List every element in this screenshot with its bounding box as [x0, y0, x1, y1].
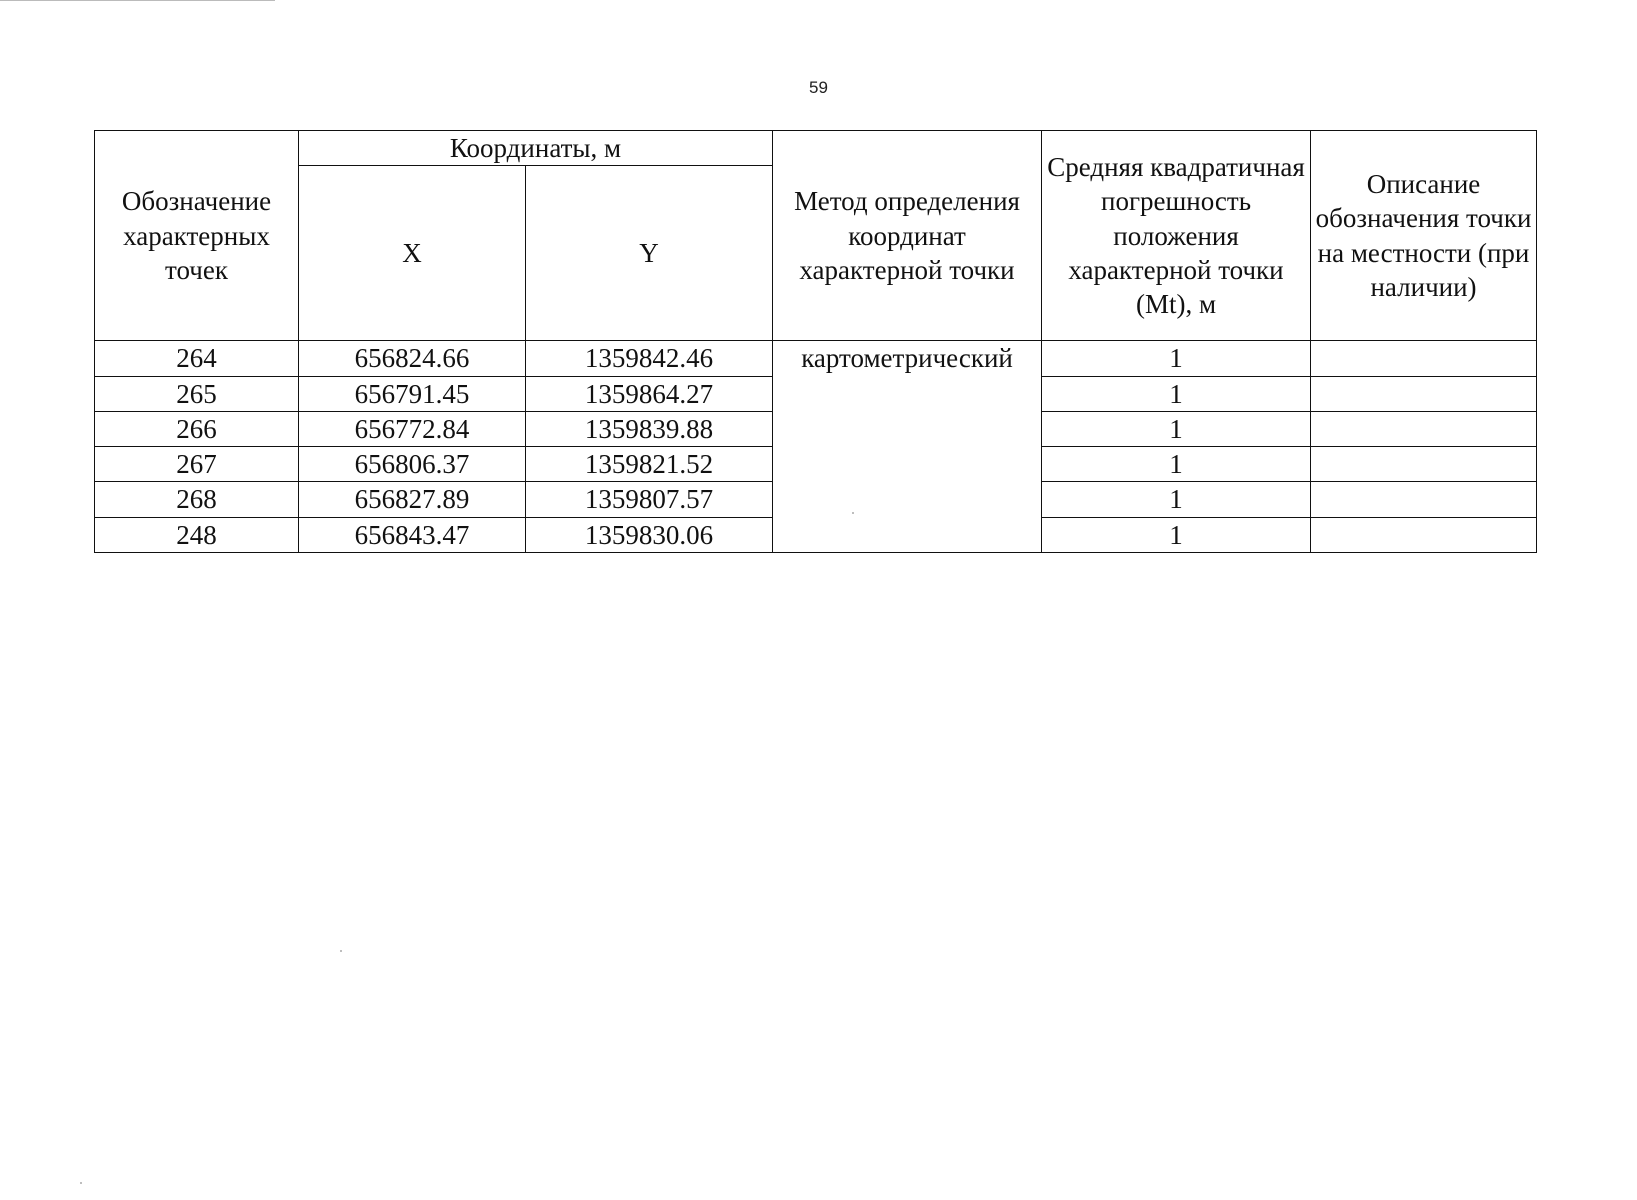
cell-error: 1 [1042, 517, 1311, 552]
page-number: 59 [809, 78, 828, 97]
cell-description [1311, 517, 1537, 552]
cell-y: 1359830.06 [526, 517, 773, 552]
header-x: X [299, 166, 526, 341]
cell-y: 1359864.27 [526, 376, 773, 411]
cell-error: 1 [1042, 376, 1311, 411]
cell-y: 1359842.46 [526, 341, 773, 376]
cell-x: 656772.84 [299, 411, 526, 446]
header-description: Описание обозначения точки на местности (при наличии) [1311, 131, 1537, 341]
cell-point: 266 [95, 411, 299, 446]
scan-edge-line [0, 0, 275, 1]
cell-description [1311, 376, 1537, 411]
cell-description [1311, 411, 1537, 446]
cell-description [1311, 447, 1537, 482]
cell-y: 1359807.57 [526, 482, 773, 517]
cell-error: 1 [1042, 341, 1311, 376]
cell-x: 656824.66 [299, 341, 526, 376]
cell-error: 1 [1042, 411, 1311, 446]
header-point-designation: Обозначение характерных точек [95, 131, 299, 341]
cell-point: 248 [95, 517, 299, 552]
cell-method [773, 341, 1042, 553]
cell-point: 267 [95, 447, 299, 482]
cell-y: 1359821.52 [526, 447, 773, 482]
header-y: Y [526, 166, 773, 341]
header-mean-square-error: Средняя квадратичная погрешность положения характерной точки (Mt), м [1042, 131, 1311, 341]
cell-x: 656843.47 [299, 517, 526, 552]
cell-error: 1 [1042, 447, 1311, 482]
scan-speck [340, 950, 342, 952]
cell-x: 656791.45 [299, 376, 526, 411]
scan-speck [852, 512, 854, 514]
cell-error: 1 [1042, 482, 1311, 517]
cell-point: 268 [95, 482, 299, 517]
table-row [95, 341, 1537, 376]
cell-point: 265 [95, 376, 299, 411]
coordinates-table [94, 130, 1537, 553]
cell-x: 656827.89 [299, 482, 526, 517]
method-value: картометрический [801, 343, 1013, 374]
cell-point: 264 [95, 341, 299, 376]
cell-description [1311, 341, 1537, 376]
cell-x: 656806.37 [299, 447, 526, 482]
header-coordinates: Координаты, м [299, 131, 773, 166]
header-method: Метод определения координат характерной точки [773, 131, 1042, 341]
cell-y: 1359839.88 [526, 411, 773, 446]
cell-description [1311, 482, 1537, 517]
scan-speck [80, 1182, 82, 1184]
